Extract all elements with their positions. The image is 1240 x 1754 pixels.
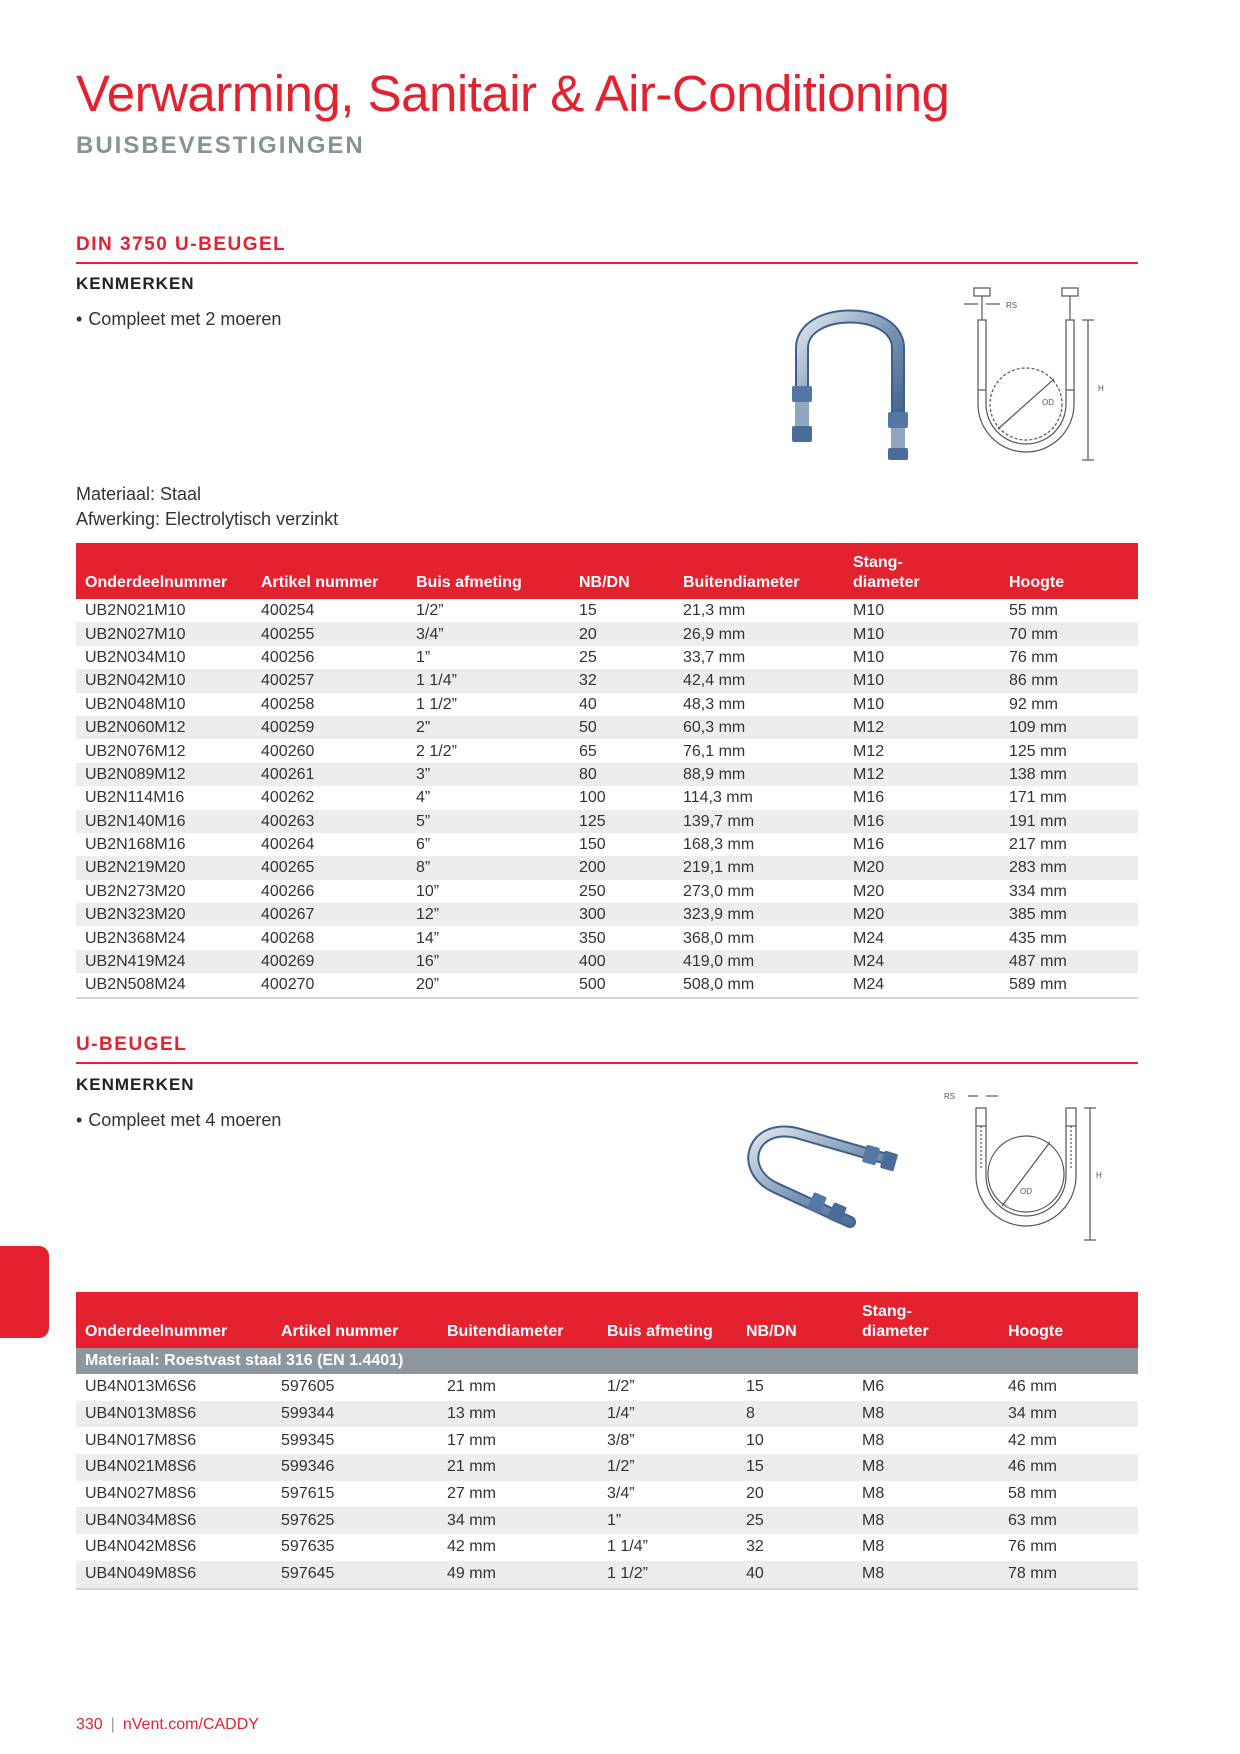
table-row	[76, 786, 1138, 809]
table-cell: 599346	[272, 1454, 438, 1481]
table-cell: UB2N027M10	[76, 622, 252, 645]
table-cell: 400259	[252, 716, 407, 739]
table-cell: 597635	[272, 1534, 438, 1561]
u-bolt-product-image	[780, 286, 920, 462]
table-cell: 435 mm	[1009, 929, 1067, 947]
table-cell: 92 mm	[1009, 695, 1058, 713]
table-cell: 46 mm	[999, 1374, 1138, 1401]
table-cell: 42 mm	[999, 1427, 1138, 1454]
table-cell: M8	[853, 1454, 999, 1481]
table-cell: 20	[570, 622, 674, 645]
table-cell: 26,9 mm	[674, 622, 844, 645]
table-cell: 6”	[416, 836, 431, 854]
table-row	[76, 763, 1138, 786]
features-heading: KENMERKEN	[76, 274, 195, 293]
table-cell: UB2N368M24	[85, 929, 186, 947]
table-cell: 150	[579, 836, 606, 854]
table-cell: UB4N013M8S6	[76, 1401, 272, 1428]
table-cell: 78 mm	[999, 1561, 1138, 1589]
table-row	[76, 716, 1138, 739]
table-cell: 400265	[252, 856, 407, 879]
table-cell: 34 mm	[999, 1401, 1138, 1428]
feature-text: Compleet met 4 moeren	[88, 1110, 282, 1130]
table-cell: 200	[570, 856, 674, 879]
table-cell: 20”	[407, 973, 570, 997]
table-cell: UB2N323M20	[76, 903, 252, 926]
table-cell: UB2N048M10	[85, 695, 186, 713]
table-cell: 1”	[598, 1507, 737, 1534]
table-cell: 400261	[252, 763, 407, 786]
table-cell: 10”	[416, 882, 440, 900]
table-row	[76, 856, 1138, 879]
table-cell: UB2N034M10	[85, 648, 186, 666]
table-row	[76, 669, 1138, 692]
table-cell: UB2N021M10	[85, 602, 186, 620]
table-cell: 400269	[252, 950, 407, 973]
col-header: NB/DN	[737, 1292, 853, 1348]
table-cell: 2”	[407, 716, 570, 739]
table-cell: 32	[570, 669, 674, 692]
table-cell: 20	[737, 1481, 853, 1508]
table-cell: 25	[737, 1507, 853, 1534]
table-cell: UB2N076M12	[85, 742, 186, 760]
table-cell: 3”	[407, 763, 570, 786]
table-cell: 1 1/4”	[598, 1534, 737, 1561]
table-cell: M10	[844, 622, 1000, 645]
table-cell: 4”	[416, 789, 431, 807]
table-cell: 191 mm	[1000, 810, 1138, 833]
col-header: Hoogte	[999, 1292, 1138, 1348]
table-cell: 5”	[407, 810, 570, 833]
table-cell: 1 1/2”	[416, 695, 457, 713]
table-cell: 400258	[261, 695, 315, 713]
table-cell: 1/2”	[416, 602, 444, 620]
table-cell: M10	[853, 695, 885, 713]
table-cell: UB4N021M8S6	[76, 1454, 272, 1481]
table-cell: M10	[853, 602, 885, 620]
page-subtitle: BUISBEVESTIGINGEN	[76, 132, 365, 159]
table-cell: M8	[853, 1561, 999, 1589]
table-cell: 599344	[272, 1401, 438, 1428]
feature-text: Compleet met 2 moeren	[88, 309, 282, 329]
table-cell: 500	[570, 973, 674, 997]
table-cell: M8	[853, 1507, 999, 1534]
table-cell: 400268	[261, 929, 315, 947]
table-cell: 400262	[261, 789, 315, 807]
table-cell: 58 mm	[999, 1481, 1138, 1508]
table-cell: M8	[853, 1427, 999, 1454]
table-cell: 368,0 mm	[683, 929, 755, 947]
col-header: Buitendiameter	[438, 1292, 598, 1348]
table-cell: M16	[853, 789, 885, 807]
table-cell: 1 1/4”	[407, 669, 570, 692]
table-cell: 40	[737, 1561, 853, 1589]
table-cell: 14”	[416, 929, 440, 947]
table-cell: 12”	[407, 903, 570, 926]
table-cell: 138 mm	[1000, 763, 1138, 786]
table-row	[76, 599, 1138, 622]
table-cell: 60,3 mm	[674, 716, 844, 739]
table-cell: 1/4”	[598, 1401, 737, 1428]
table-cell: 40	[579, 695, 597, 713]
table-cell: M24	[844, 973, 1000, 997]
table-cell: 21,3 mm	[683, 602, 746, 620]
table-cell: UB4N027M8S6	[76, 1481, 272, 1508]
table-row	[76, 903, 1138, 926]
table-cell: UB2N273M20	[85, 882, 186, 900]
table-row	[76, 950, 1138, 973]
table-cell: 385 mm	[1000, 903, 1138, 926]
table-cell: M8	[853, 1401, 999, 1428]
table-cell: 88,9 mm	[674, 763, 844, 786]
table-cell: M16	[853, 836, 885, 854]
col-header: Buis afmeting	[598, 1292, 737, 1348]
table-cell: 1 1/2”	[598, 1561, 737, 1589]
table-cell: 21 mm	[438, 1454, 598, 1481]
table-cell: 48,3 mm	[683, 695, 746, 713]
page-title: Verwarming, Sanitair & Air-Conditioning	[76, 65, 950, 122]
table-cell: M12	[844, 763, 1000, 786]
table-cell: UB2N114M16	[85, 789, 185, 807]
table-cell: 400256	[261, 648, 315, 666]
table-cell: 599345	[272, 1427, 438, 1454]
table-cell: 125	[570, 810, 674, 833]
footer-url[interactable]: nVent.com/CADDY	[122, 1716, 259, 1733]
features-heading: KENMERKEN	[76, 1075, 195, 1094]
table-cell: M10	[844, 669, 1000, 692]
table-cell: 49 mm	[438, 1561, 598, 1589]
feature-bullet: • Compleet met 4 moeren	[76, 1110, 282, 1130]
table-cell: 70 mm	[1000, 622, 1138, 645]
col-header: Stang- diameter	[853, 1292, 999, 1348]
table-cell: UB2N168M16	[85, 836, 186, 854]
table-row	[76, 1427, 1138, 1454]
table-cell: 21 mm	[438, 1374, 598, 1401]
table-cell: 15	[737, 1374, 853, 1401]
rs-label: RS	[944, 1092, 956, 1101]
u-beugel-spec-table	[76, 1292, 1138, 1590]
material-cell: Materiaal: Roestvast staal 316 (EN 1.4401)	[76, 1348, 1138, 1374]
table-cell: 400270	[252, 973, 407, 997]
table-cell: M12	[853, 742, 885, 760]
table-cell: 76 mm	[999, 1534, 1138, 1561]
table-cell: 597615	[272, 1481, 438, 1508]
table-cell: 76 mm	[1009, 648, 1058, 666]
table-cell: 323,9 mm	[674, 903, 844, 926]
table-cell: 171 mm	[1009, 789, 1067, 807]
table-cell: 400266	[261, 882, 315, 900]
table-cell: M24	[844, 950, 1000, 973]
table-cell: 400255	[252, 622, 407, 645]
chapter-tab	[0, 1246, 49, 1338]
table-cell: 63 mm	[999, 1507, 1138, 1534]
table-cell: 109 mm	[1000, 716, 1138, 739]
col-header: Hoogte	[1000, 543, 1138, 599]
table-cell: 597605	[272, 1374, 438, 1401]
table-cell: 50	[570, 716, 674, 739]
table-row	[76, 926, 1138, 949]
table-cell: M8	[853, 1481, 999, 1508]
col-header: Buis afmeting	[407, 543, 570, 599]
table-row	[76, 1507, 1138, 1534]
table-cell: 1”	[416, 648, 431, 666]
table-cell: UB2N219M20	[76, 856, 252, 879]
table-cell: 100	[579, 789, 606, 807]
table-cell: 400	[570, 950, 674, 973]
table-cell: 76,1 mm	[683, 742, 746, 760]
u-bolt-product-image	[730, 1110, 910, 1240]
din3750-spec-table	[76, 543, 1138, 999]
table-row	[76, 1374, 1138, 1401]
table-row	[76, 880, 1138, 903]
feature-bullet: • Compleet met 2 moeren	[76, 309, 282, 329]
table-cell: 17 mm	[438, 1427, 598, 1454]
table-cell: 400257	[252, 669, 407, 692]
table-cell: 400264	[261, 836, 315, 854]
table-row	[76, 693, 1138, 716]
table-cell: 46 mm	[999, 1454, 1138, 1481]
table-cell: UB4N017M8S6	[76, 1427, 272, 1454]
table-row	[76, 1561, 1138, 1589]
page-footer: 330 | nVent.com/CADDY	[76, 1716, 259, 1733]
table-cell: UB4N049M8S6	[76, 1561, 272, 1589]
table-cell: M6	[853, 1374, 999, 1401]
table-cell: 400260	[261, 742, 315, 760]
table-cell: UB4N013M6S6	[76, 1374, 272, 1401]
table-cell: 27 mm	[438, 1481, 598, 1508]
table-row	[76, 1534, 1138, 1561]
table-row	[76, 810, 1138, 833]
table-cell: 25	[579, 648, 597, 666]
col-header: Artikel nummer	[252, 543, 407, 599]
table-cell: M10	[853, 648, 885, 666]
table-cell: 3/8”	[598, 1427, 737, 1454]
table-cell: 8”	[407, 856, 570, 879]
table-cell: 55 mm	[1009, 602, 1058, 620]
table-cell: 487 mm	[1000, 950, 1138, 973]
table-cell: M20	[844, 903, 1000, 926]
table-cell: 217 mm	[1009, 836, 1067, 854]
table-cell: 283 mm	[1000, 856, 1138, 879]
table-cell: 3/4”	[407, 622, 570, 645]
table-cell: 273,0 mm	[683, 882, 755, 900]
col-header: Onderdeelnummer	[76, 1292, 272, 1348]
u-bolt-technical-drawing	[940, 1086, 1110, 1252]
table-cell: 16”	[407, 950, 570, 973]
table-row	[76, 973, 1138, 997]
table-cell: 114,3 mm	[683, 789, 753, 807]
table-cell: 10	[737, 1427, 853, 1454]
table-row	[76, 1481, 1138, 1508]
table-cell: UB4N042M8S6	[76, 1534, 272, 1561]
h-label: H	[1096, 1171, 1102, 1180]
material-text: Materiaal: Staal	[76, 484, 202, 504]
table-cell: 42,4 mm	[674, 669, 844, 692]
col-header: Buitendiameter	[674, 543, 844, 599]
table-cell: 597625	[272, 1507, 438, 1534]
table-cell: 508,0 mm	[674, 973, 844, 997]
od-label: OD	[1042, 398, 1054, 407]
table-cell: M16	[844, 810, 1000, 833]
table-cell: 334 mm	[1009, 882, 1067, 900]
finish-text: Afwerking: Electrolytisch verzinkt	[76, 509, 339, 529]
section-heading-u-beugel: U-BEUGEL	[76, 1034, 1138, 1064]
table-cell: 34 mm	[438, 1507, 598, 1534]
table-cell: 400263	[252, 810, 407, 833]
table-cell: UB2N042M10	[76, 669, 252, 692]
table-cell: 250	[579, 882, 606, 900]
table-cell: UB2N508M24	[76, 973, 252, 997]
table-cell: M20	[853, 882, 885, 900]
table-row	[76, 622, 1138, 645]
table-cell: UB2N140M16	[76, 810, 252, 833]
table-cell: 8	[737, 1401, 853, 1428]
table-cell: 300	[570, 903, 674, 926]
table-cell: 1/2”	[598, 1454, 737, 1481]
rs-label: RS	[1006, 301, 1018, 310]
table-cell: 597645	[272, 1561, 438, 1589]
table-cell: 33,7 mm	[683, 648, 746, 666]
table-cell: 80	[570, 763, 674, 786]
table-cell: 42 mm	[438, 1534, 598, 1561]
col-header: NB/DN	[570, 543, 674, 599]
table-cell: 168,3 mm	[683, 836, 755, 854]
table-cell: UB2N089M12	[76, 763, 252, 786]
table-cell: M8	[853, 1534, 999, 1561]
table-row	[76, 646, 1138, 669]
table-cell: 1/2”	[598, 1374, 737, 1401]
table-cell: 125 mm	[1009, 742, 1067, 760]
table-cell: 400254	[261, 602, 315, 620]
table-cell: UB2N419M24	[76, 950, 252, 973]
table-cell: 86 mm	[1000, 669, 1138, 692]
table-row	[76, 833, 1138, 856]
table-cell: UB4N034M8S6	[76, 1507, 272, 1534]
table-cell: 32	[737, 1534, 853, 1561]
table-cell: 2 1/2”	[416, 742, 457, 760]
table-row	[76, 1401, 1138, 1428]
table-cell: M24	[853, 929, 885, 947]
page-number: 330	[76, 1716, 103, 1733]
h-label: H	[1098, 384, 1104, 393]
table-cell: 419,0 mm	[674, 950, 844, 973]
table-cell: 219,1 mm	[674, 856, 844, 879]
table-cell: 15	[579, 602, 597, 620]
col-header: Artikel nummer	[272, 1292, 438, 1348]
table-cell: 350	[579, 929, 606, 947]
table-row	[76, 739, 1138, 762]
table-cell: 139,7 mm	[674, 810, 844, 833]
od-label: OD	[1020, 1187, 1032, 1196]
table-cell: UB2N060M12	[76, 716, 252, 739]
u-bolt-technical-drawing	[958, 284, 1118, 470]
table-cell: 589 mm	[1000, 973, 1138, 997]
table-cell: 400267	[252, 903, 407, 926]
col-header: Stang- diameter	[844, 543, 1000, 599]
table-cell: 3/4”	[598, 1481, 737, 1508]
col-header: Onderdeelnummer	[76, 543, 252, 599]
table-cell: 13 mm	[438, 1401, 598, 1428]
table-cell: 65	[579, 742, 597, 760]
table-cell: M12	[844, 716, 1000, 739]
table-row	[76, 1454, 1138, 1481]
section-heading-din3750: DIN 3750 U-BEUGEL	[76, 234, 1138, 264]
table-cell: M20	[844, 856, 1000, 879]
table-cell: 15	[737, 1454, 853, 1481]
material-row	[76, 1348, 1138, 1374]
